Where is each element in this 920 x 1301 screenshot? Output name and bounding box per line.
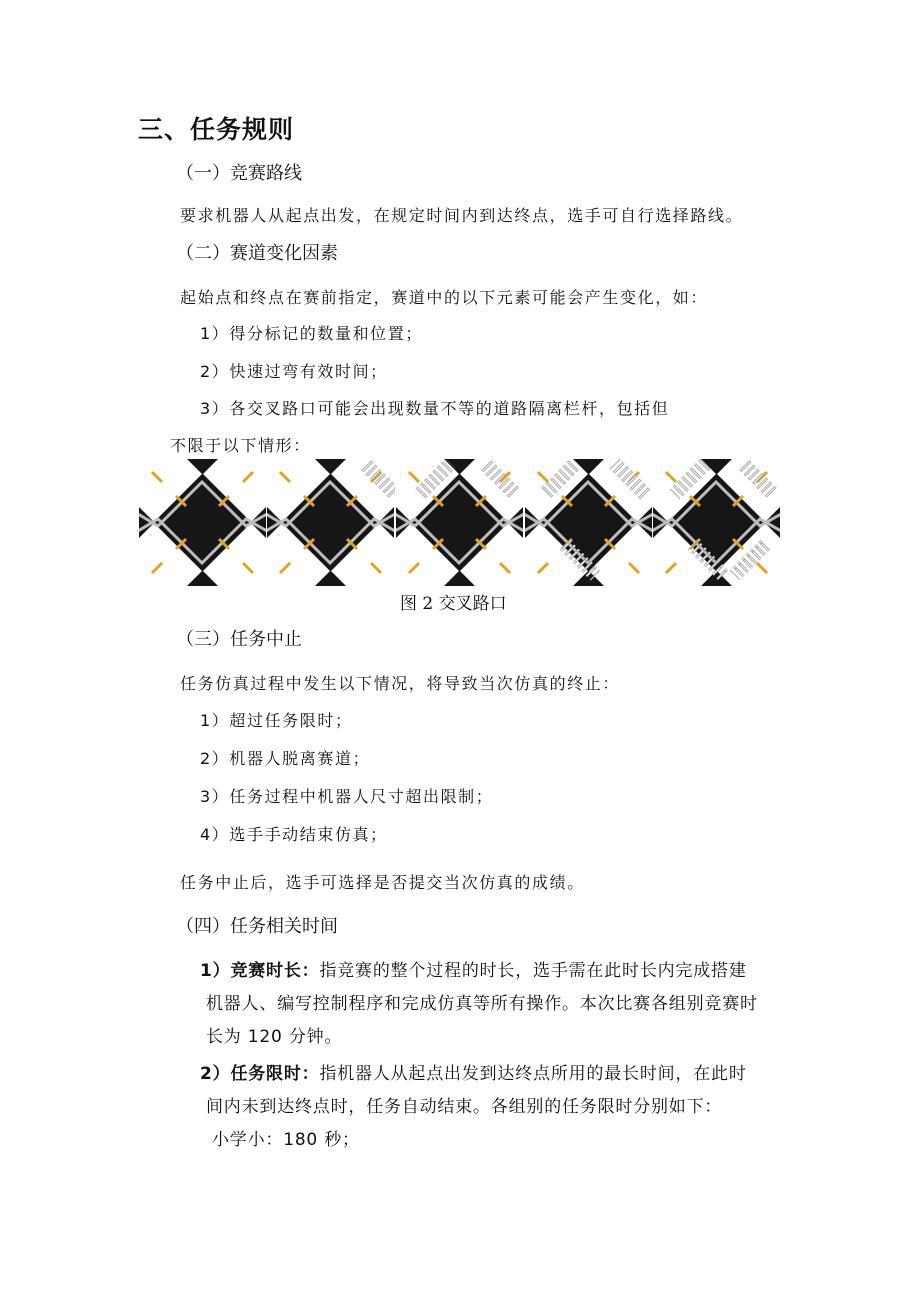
time-item-1-line3: 长为 120 分钟。 (206, 1027, 343, 1047)
list-item: 3）任务过程中机器人尺寸超出限制； (200, 787, 494, 806)
intersection-tile (524, 458, 653, 587)
subsection-title-track-changes: （二）赛道变化因素 (176, 243, 338, 264)
list-item-continuation: 不限于以下情形： (170, 436, 311, 455)
subsection-title-task-time: （四）任务相关时间 (176, 916, 338, 937)
intersection-images (138, 458, 781, 587)
list-item: 1）得分标记的数量和位置； (200, 324, 423, 343)
intersection-figure (138, 458, 781, 587)
time-limit-primary: 小学小：180 秒； (212, 1130, 360, 1150)
time-item-2-text: 指机器人从起点出发到达终点所用的最长时间，在此时 (319, 1064, 747, 1084)
paragraph-track-changes: 起始点和终点在赛前指定，赛道中的以下元素可能会产生变化，如： (180, 288, 709, 307)
intersection-tile (652, 458, 781, 587)
time-item-2-line2: 间内未到达终点时，任务自动结束。各组别的任务限时分别如下： (206, 1097, 723, 1117)
time-item-1-label: 1）竞赛时长： (200, 961, 320, 981)
list-item: 2）机器人脱离赛道； (200, 749, 371, 768)
list-item: 3）各交叉路口可能会出现数量不等的道路隔离栏杆，包括但 (200, 399, 670, 418)
intersection-tile (138, 458, 267, 587)
time-item-1-text: 指竞赛的整个过程的时长，选手需在此时长内完成搭建 (319, 961, 747, 981)
intersection-tile (266, 458, 399, 587)
time-item-1 (200, 961, 747, 981)
paragraph-task-stop: 任务仿真过程中发生以下情况，将导致当次仿真的终止： (180, 674, 621, 693)
list-item: 4）选手手动结束仿真； (200, 825, 388, 844)
time-item-2-label: 2）任务限时： (200, 1064, 320, 1084)
subsection-title-route: （一）竞赛路线 (176, 163, 302, 184)
subsection-title-task-stop: （三）任务中止 (176, 629, 302, 650)
paragraph-route: 要求机器人从起点出发，在规定时间内到达终点，选手可自行选择路线。 (180, 206, 744, 225)
time-item-1-line2: 机器人、编写控制程序和完成仿真等所有操作。本次比赛各组别竞赛时 (206, 994, 758, 1014)
intersection-tile (395, 458, 524, 587)
list-item: 2）快速过弯有效时间； (200, 362, 388, 381)
time-item-2 (200, 1064, 747, 1084)
paragraph-after-stop: 任务中止后，选手可选择是否提交当次仿真的成绩。 (180, 873, 585, 892)
section-title: 三、任务规则 (138, 115, 295, 144)
list-item: 1）超过任务限时； (200, 711, 353, 730)
figure-caption: 图 2 交叉路口 (400, 594, 507, 614)
